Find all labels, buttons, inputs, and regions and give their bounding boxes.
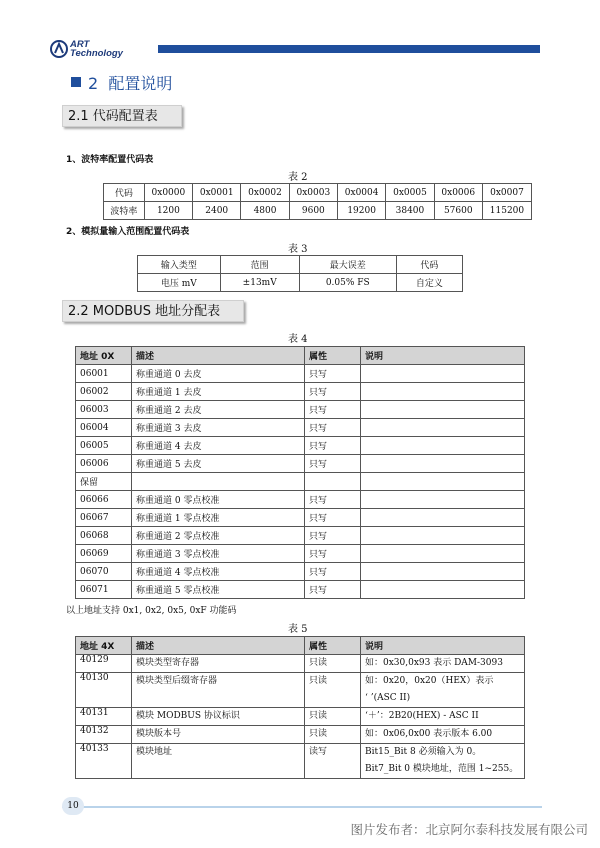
cell: 40132 (76, 726, 132, 744)
cell: 模块地址 (132, 744, 305, 779)
modbus-0x-table (75, 346, 525, 599)
cell: 只读 (305, 673, 361, 708)
cell: 只写 (305, 365, 361, 383)
cell: 最大误差 (299, 256, 396, 274)
cell-line: Bit7_Bit 0 模块地址，范围 1~255。 (365, 764, 519, 774)
cell: 只写 (305, 383, 361, 401)
table-5-caption: 表 5 (288, 624, 308, 635)
table-row (76, 401, 525, 419)
cell (361, 365, 525, 383)
t4-note: 以上地址支持 0x1, 0x2, 0x5, 0xF 功能码 (66, 606, 237, 616)
table-row (76, 655, 525, 673)
table-row (76, 437, 525, 455)
cell (361, 655, 525, 673)
cell (361, 545, 525, 563)
cell: 称重通道 2 去皮 (132, 401, 305, 419)
cell: 0x0003 (289, 184, 337, 202)
baud-subtitle: 1、波特率配置代码表 (66, 155, 154, 165)
cell: 称重通道 3 零点校准 (132, 545, 305, 563)
cell: 0x0000 (144, 184, 192, 202)
cell: 0x0004 (337, 184, 385, 202)
header-bar (158, 45, 540, 53)
table-row (76, 473, 525, 491)
cell: 模块类型后缀寄存器 (132, 673, 305, 708)
cell: 称重通道 5 零点校准 (132, 581, 305, 599)
cell: 06004 (76, 419, 132, 437)
cell: 说明 (361, 347, 525, 365)
cell (361, 383, 525, 401)
baud-row-code (104, 184, 532, 202)
cell: 06069 (76, 545, 132, 563)
range-table (137, 255, 463, 292)
cell-line: 如：0x30,0x93 表示 DAM-3093 (365, 658, 503, 668)
range-header-row (138, 256, 463, 274)
cell: 只写 (305, 581, 361, 599)
cell: 只写 (305, 419, 361, 437)
cell: 40131 (76, 708, 132, 726)
cell: 0x0006 (434, 184, 482, 202)
cell: 57600 (434, 202, 482, 220)
table-row (76, 455, 525, 473)
cell: 模块类型寄存器 (132, 655, 305, 673)
cell (361, 708, 525, 726)
cell: 描述 (132, 347, 305, 365)
cell: 只写 (305, 437, 361, 455)
cell: 06003 (76, 401, 132, 419)
cell: 称重通道 2 零点校准 (132, 527, 305, 545)
cell: 称重通道 0 零点校准 (132, 491, 305, 509)
section-2-2-title: 2.2 MODBUS 地址分配表 (62, 300, 244, 322)
cell: 地址 0X (76, 347, 132, 365)
cell (361, 563, 525, 581)
cell: 0x0005 (386, 184, 434, 202)
cell: 属性 (305, 347, 361, 365)
cell: 只读 (305, 726, 361, 744)
cell: 波特率 (104, 202, 145, 220)
cell: 19200 (337, 202, 385, 220)
table-row (76, 509, 525, 527)
cell: 4800 (241, 202, 289, 220)
cell: 模块版本号 (132, 726, 305, 744)
cell: 40133 (76, 744, 132, 779)
cell (361, 581, 525, 599)
cell: 0x0001 (193, 184, 241, 202)
cell: 0x0002 (241, 184, 289, 202)
cell: 范围 (220, 256, 299, 274)
range-subtitle: 2、模拟量输入范围配置代码表 (66, 227, 190, 237)
table-2-caption: 表 2 (288, 172, 308, 183)
cell: 描述 (132, 637, 305, 655)
cell: 06005 (76, 437, 132, 455)
cell: 9600 (289, 202, 337, 220)
cell: 自定义 (396, 274, 462, 292)
cell: 40129 (76, 655, 132, 673)
cell-line: ‘＋’：2B20(HEX) - ASC II (365, 711, 479, 721)
cell: 属性 (305, 637, 361, 655)
table-row (76, 673, 525, 708)
chapter-bullet-icon (71, 77, 81, 87)
cell: 06006 (76, 455, 132, 473)
cell: 称重通道 1 去皮 (132, 383, 305, 401)
cell (361, 744, 525, 779)
cell: 电压 mV (138, 274, 221, 292)
cell: 只写 (305, 563, 361, 581)
table-4-caption: 表 4 (288, 334, 308, 345)
art-logo-icon (50, 40, 68, 58)
cell: 06068 (76, 527, 132, 545)
table-row (76, 708, 525, 726)
t5-header-row (76, 637, 525, 655)
page-number: 10 (62, 797, 84, 815)
cell: 只写 (305, 509, 361, 527)
cell: 06001 (76, 365, 132, 383)
cell (361, 473, 525, 491)
cell (305, 473, 361, 491)
table-3-caption: 表 3 (288, 244, 308, 255)
baud-row-rate (104, 202, 532, 220)
cell: 输入类型 (138, 256, 221, 274)
cell (132, 473, 305, 491)
cell (361, 419, 525, 437)
cell: 称重通道 3 去皮 (132, 419, 305, 437)
cell (361, 401, 525, 419)
table-row (76, 563, 525, 581)
cell (361, 491, 525, 509)
cell (361, 455, 525, 473)
section-2-1-title: 2.1 代码配置表 (62, 105, 182, 127)
cell: 06070 (76, 563, 132, 581)
cell: 读写 (305, 744, 361, 779)
cell: 2400 (193, 202, 241, 220)
cell: ±13mV (220, 274, 299, 292)
cell: 说明 (361, 637, 525, 655)
table-row (76, 491, 525, 509)
table-row (76, 527, 525, 545)
cell-line: 如：0x06,0x00 表示版本 6.00 (365, 729, 493, 739)
cell: 06066 (76, 491, 132, 509)
cell: 只写 (305, 491, 361, 509)
table-row (76, 383, 525, 401)
table-row (76, 419, 525, 437)
cell: 只读 (305, 708, 361, 726)
baud-table (103, 183, 532, 220)
logo-text: ART Technology (70, 39, 123, 59)
cell: 称重通道 5 去皮 (132, 455, 305, 473)
footer-line (62, 806, 542, 808)
cell: 称重通道 4 去皮 (132, 437, 305, 455)
cell: 代码 (396, 256, 462, 274)
cell-line: Bit15_Bit 8 必须输入为 0。 (365, 747, 482, 757)
table-row (76, 365, 525, 383)
cell: 称重通道 1 零点校准 (132, 509, 305, 527)
cell: 40130 (76, 673, 132, 708)
cell: 地址 4X (76, 637, 132, 655)
table-row (76, 726, 525, 744)
cell: 06071 (76, 581, 132, 599)
chapter-title: 2 配置说明 (88, 74, 173, 93)
table-row (76, 545, 525, 563)
cell (361, 673, 525, 708)
image-credit: 图片发布者：北京阿尔泰科技发展有限公司 (350, 822, 588, 837)
cell: 只写 (305, 527, 361, 545)
cell: 只读 (305, 655, 361, 673)
cell-line: 如：0x20，0x20（HEX）表示 (365, 676, 494, 686)
cell: 称重通道 4 零点校准 (132, 563, 305, 581)
cell: 38400 (386, 202, 434, 220)
cell-line: ‘ ’(ASC II) (365, 693, 411, 703)
cell: 115200 (482, 202, 531, 220)
modbus-4x-table (75, 636, 525, 779)
cell: 只写 (305, 545, 361, 563)
cell (361, 437, 525, 455)
cell: 模块 MODBUS 协议标识 (132, 708, 305, 726)
cell: 06067 (76, 509, 132, 527)
cell: 只写 (305, 401, 361, 419)
cell (361, 509, 525, 527)
cell (361, 726, 525, 744)
t4-header-row (76, 347, 525, 365)
table-row (76, 581, 525, 599)
cell (361, 527, 525, 545)
cell: 0x0007 (482, 184, 531, 202)
cell: 代码 (104, 184, 145, 202)
cell: 0.05% FS (299, 274, 396, 292)
cell: 只写 (305, 455, 361, 473)
range-data-row (138, 274, 463, 292)
cell: 06002 (76, 383, 132, 401)
cell: 保留 (76, 473, 132, 491)
cell: 称重通道 0 去皮 (132, 365, 305, 383)
table-row (76, 744, 525, 779)
cell: 1200 (144, 202, 192, 220)
